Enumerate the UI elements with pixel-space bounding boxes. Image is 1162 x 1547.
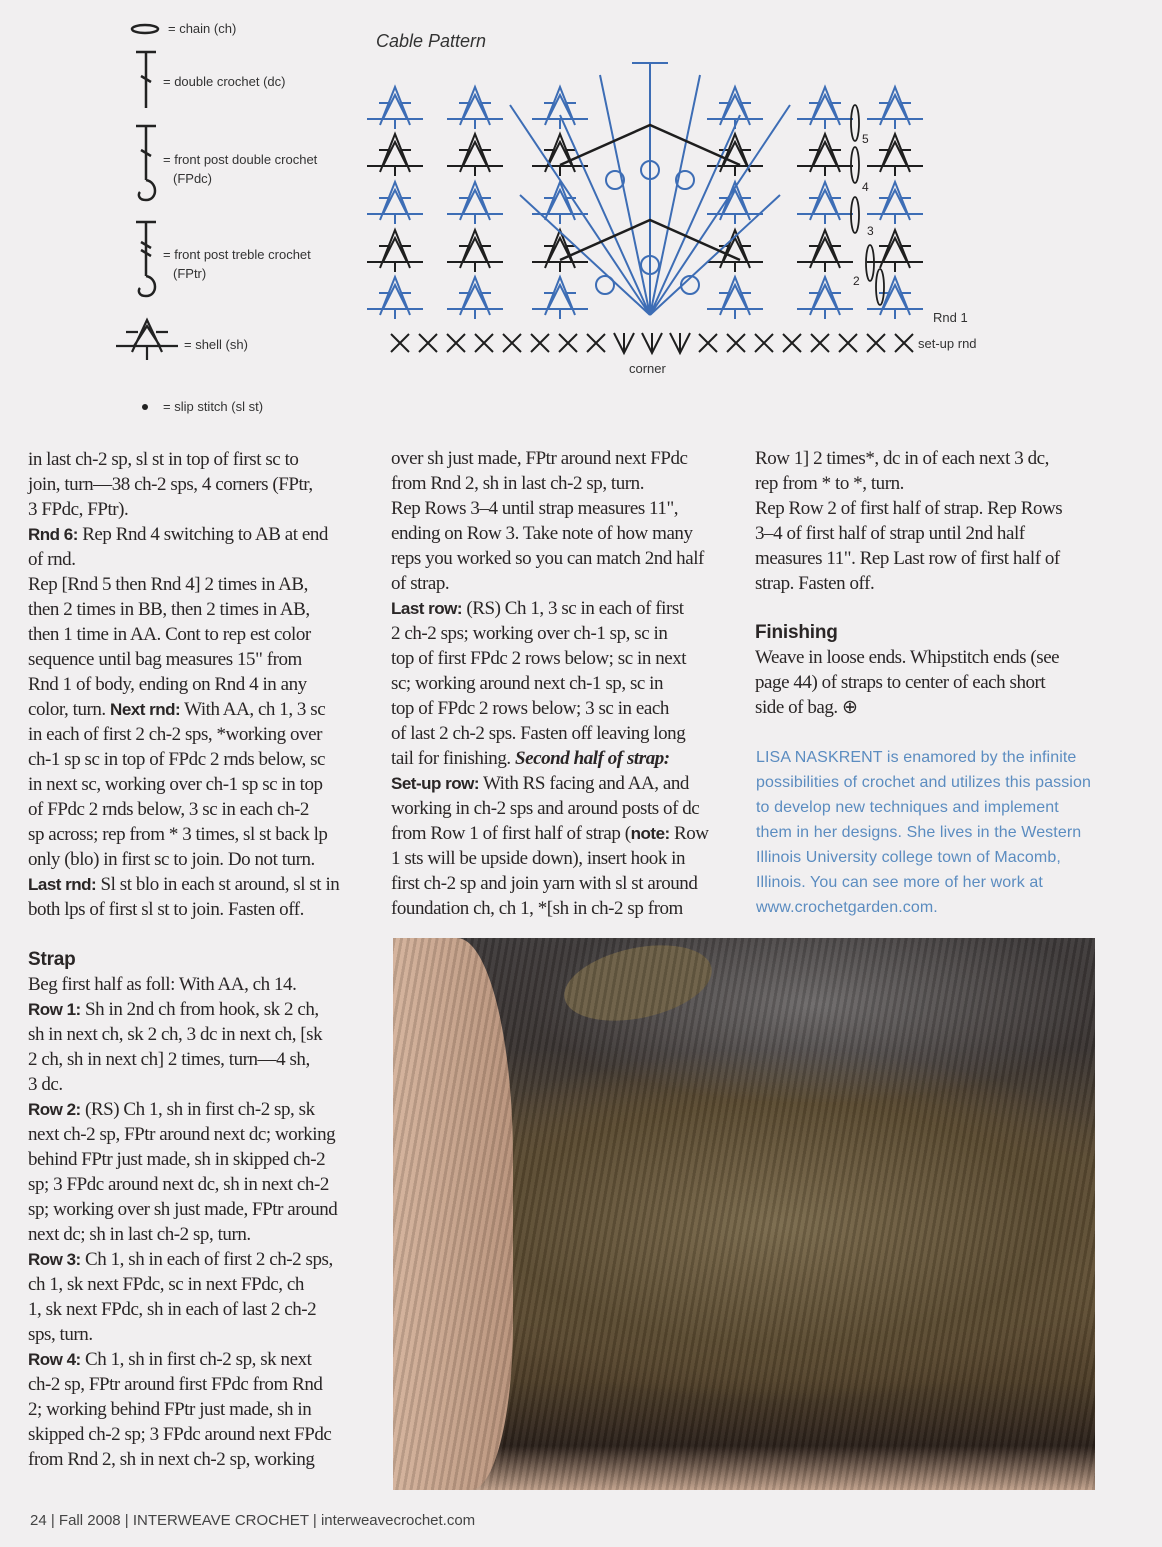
designer-bio xyxy=(756,745,1091,920)
double-crochet-icon xyxy=(132,50,160,110)
text-segment: measures 11". Rep Last row of first half of xyxy=(755,548,1060,569)
legend-fpdc xyxy=(163,150,317,188)
shell-stitch xyxy=(532,182,588,224)
shell-stitch xyxy=(707,277,763,319)
text-segment: in last ch-2 sp, sl st in top of first sc to xyxy=(28,449,299,470)
text-line xyxy=(391,746,709,771)
post-hook xyxy=(596,276,614,294)
text-segment: sps, turn. xyxy=(28,1324,93,1345)
text-segment: join, turn—38 ch-2 sps, 4 corners (FPtr, xyxy=(28,474,313,495)
text-line xyxy=(28,1047,337,1072)
single-crochet-x xyxy=(475,334,493,352)
shell-stitch xyxy=(447,134,503,176)
front-post-double-crochet-icon xyxy=(132,124,160,204)
text-segment: top of FPdc 2 rows below; 3 sc in each xyxy=(391,698,669,719)
text-line xyxy=(28,1272,337,1297)
bold-label: Last rnd: xyxy=(28,875,97,894)
text-segment: Rep [Rnd 5 then Rnd 4] 2 times in AB, xyxy=(28,574,308,595)
text-segment: 2; working behind FPtr just made, sh in xyxy=(28,1399,312,1420)
bio-line: Illinois. You can see more of her work at xyxy=(756,874,1043,891)
text-segment: Sh in 2nd ch from hook, sk 2 ch, xyxy=(80,999,319,1020)
text-line xyxy=(391,796,709,821)
text-segment: only (blo) in first sc to join. Do not turn. xyxy=(28,849,315,870)
bold-label: Set-up row: xyxy=(391,774,479,793)
row-number-5: 5 xyxy=(862,132,869,146)
text-segment: Row 1] 2 times*, dc in of each next 3 dc, xyxy=(755,448,1049,469)
text-segment: of FPdc 2 rnds below, 3 sc in each ch-2 xyxy=(28,799,309,820)
shell-stitch xyxy=(447,87,503,129)
text-line xyxy=(28,1322,337,1347)
shell-stitch xyxy=(797,277,853,319)
text-line xyxy=(28,547,339,572)
text-segment: strap. Fasten off. xyxy=(755,573,875,594)
text-line xyxy=(28,447,339,472)
italic-label: Second half of strap: xyxy=(514,748,670,769)
text-line xyxy=(755,546,1062,571)
bold-label: Last row: xyxy=(391,599,463,618)
text-line xyxy=(391,546,709,571)
column-3-finishing xyxy=(755,645,1059,720)
text-line xyxy=(391,821,709,846)
text-segment: foundation ch, ch 1, *[sh in ch-2 sp from xyxy=(391,898,683,919)
text-segment: over sh just made, FPtr around next FPdc xyxy=(391,448,688,469)
shell-stitch xyxy=(867,87,923,129)
text-segment: side of bag. ⊕ xyxy=(755,697,858,718)
text-line xyxy=(28,722,339,747)
shell-icon xyxy=(114,316,180,362)
bio-line: Illinois University college town of Macomb, xyxy=(756,849,1061,866)
text-segment: of strap. xyxy=(391,573,450,594)
text-segment: tail for finishing. xyxy=(391,748,515,769)
chain-loop xyxy=(851,105,859,141)
text-segment: Beg first half as foll: With AA, ch 14. xyxy=(28,974,297,995)
text-segment: Rep Row 2 of first half of strap. Rep Rows xyxy=(755,498,1063,519)
shell-stitch xyxy=(532,277,588,319)
text-line xyxy=(28,797,339,822)
text-segment: from Rnd 2, sh in next ch-2 sp, working xyxy=(28,1449,315,1470)
text-line xyxy=(28,1022,337,1047)
shell-stitch xyxy=(867,230,923,272)
legend-fpdc-abbr: (FPdc) xyxy=(173,171,212,186)
single-crochet-x xyxy=(839,334,857,352)
text-segment: Rep Rows 3–4 until strap measures 11", xyxy=(391,498,679,519)
text-line xyxy=(755,670,1059,695)
text-line xyxy=(391,846,709,871)
text-segment: from Rnd 2, sh in last ch-2 sp, turn. xyxy=(391,473,645,494)
corner-stitch xyxy=(614,333,634,353)
text-line xyxy=(28,697,339,722)
bold-label: Next rnd: xyxy=(110,700,181,719)
text-line xyxy=(391,896,709,921)
corner-stitch xyxy=(642,333,662,353)
text-segment: Rnd 1 of body, ending on Rnd 4 in any xyxy=(28,674,307,695)
single-crochet-x xyxy=(559,334,577,352)
text-segment: ch-2 sp, FPtr around first FPdc from Rnd xyxy=(28,1374,323,1395)
text-line xyxy=(28,1197,337,1222)
text-line xyxy=(755,521,1062,546)
text-segment: Rep Rnd 4 switching to AB at end xyxy=(77,524,328,545)
column-1-strap xyxy=(28,972,337,1472)
shell-stitch xyxy=(867,134,923,176)
text-line xyxy=(28,672,339,697)
shell-stitch xyxy=(797,230,853,272)
text-segment: sequence until bag measures 15" from xyxy=(28,649,302,670)
text-line xyxy=(28,497,339,522)
diagram-title: Cable Pattern xyxy=(376,31,487,51)
text-segment: top of first FPdc 2 rows below; sc in next xyxy=(391,648,687,669)
single-crochet-x xyxy=(727,334,745,352)
text-line xyxy=(28,997,337,1022)
stitch-chart xyxy=(360,55,940,365)
text-line xyxy=(391,771,709,796)
text-line xyxy=(755,571,1062,596)
text-segment: rep from * to *, turn. xyxy=(755,473,904,494)
text-line xyxy=(28,1097,337,1122)
text-segment: 1 sts will be upside down), insert hook in xyxy=(391,848,686,869)
text-line xyxy=(755,471,1062,496)
text-line xyxy=(28,1247,337,1272)
text-segment: Weave in loose ends. Whipstitch ends (see xyxy=(755,647,1060,668)
setup-rnd-label: set-up rnd xyxy=(918,336,977,351)
text-segment: color, turn. xyxy=(28,699,111,720)
text-line xyxy=(28,522,339,547)
bio-line: www.crochetgarden.com. xyxy=(756,899,938,916)
text-line xyxy=(28,1397,337,1422)
bold-label: Row 4: xyxy=(28,1350,81,1369)
shell-stitch xyxy=(867,182,923,224)
text-segment: Ch 1, sh in each of first 2 ch-2 sps, xyxy=(80,1249,333,1270)
text-line xyxy=(28,822,339,847)
text-segment: working in ch-2 sps and around posts of dc xyxy=(391,798,700,819)
text-line xyxy=(391,446,709,471)
legend-slip-stitch: = slip stitch (sl st) xyxy=(163,399,264,414)
single-crochet-x xyxy=(531,334,549,352)
chain-icon xyxy=(128,22,162,36)
text-segment: Ch 1, sh in first ch-2 sp, sk next xyxy=(80,1349,312,1370)
row-number-2: 2 xyxy=(853,274,860,288)
legend-fptr-abbr: (FPtr) xyxy=(173,266,207,281)
text-segment: With AA, ch 1, 3 sc xyxy=(180,699,326,720)
single-crochet-x xyxy=(867,334,885,352)
text-line xyxy=(28,622,339,647)
row-number-4: 4 xyxy=(862,180,869,194)
legend-fptr-label: = front post treble crochet xyxy=(163,247,311,262)
corner-label: corner xyxy=(629,361,666,376)
text-line xyxy=(391,696,709,721)
text-line xyxy=(28,1297,337,1322)
bold-label: note: xyxy=(630,824,670,843)
text-segment: skipped ch-2 sp; 3 FPdc around next FPdc xyxy=(28,1424,332,1445)
text-segment: from Row 1 of first half of strap ( xyxy=(391,823,631,844)
slip-stitch-icon xyxy=(140,402,150,412)
legend-shell: = shell (sh) xyxy=(184,337,248,352)
shell-stitch xyxy=(797,182,853,224)
text-segment: then 2 times in BB, then 2 times in AB, xyxy=(28,599,310,620)
text-segment: With RS facing and AA, and xyxy=(479,773,689,794)
text-segment: 1, sk next FPdc, sh in each of last 2 ch-2 xyxy=(28,1299,317,1320)
single-crochet-x xyxy=(895,334,913,352)
text-segment: sp; 3 FPdc around next dc, sh in next ch-2 xyxy=(28,1174,329,1195)
text-line xyxy=(391,496,709,521)
text-segment: sc; working around next ch-1 sp, sc in xyxy=(391,673,664,694)
text-segment: Row xyxy=(669,823,709,844)
text-line xyxy=(28,572,339,597)
text-line xyxy=(28,972,337,997)
text-line xyxy=(28,1372,337,1397)
text-segment: sp across; rep from * 3 times, sl st back lp xyxy=(28,824,328,845)
text-segment: of last 2 ch-2 sps. Fasten off leaving long xyxy=(391,723,686,744)
text-line xyxy=(28,647,339,672)
bold-label: Row 2: xyxy=(28,1100,81,1119)
legend-dc: = double crochet (dc) xyxy=(163,74,286,89)
text-segment: next ch-2 sp, FPtr around next dc; working xyxy=(28,1124,336,1145)
shell-stitch xyxy=(447,230,503,272)
text-line xyxy=(28,472,339,497)
single-crochet-x xyxy=(699,334,717,352)
text-segment: (RS) Ch 1, 3 sc in each of first xyxy=(462,598,684,619)
text-line xyxy=(391,621,709,646)
text-line xyxy=(28,1147,337,1172)
bio-line: to develop new techniques and implement xyxy=(756,799,1059,816)
shell-stitch xyxy=(367,87,423,129)
text-segment: in each of first 2 ch-2 sps, *working over xyxy=(28,724,322,745)
text-segment: then 1 time in AA. Cont to rep est color xyxy=(28,624,311,645)
legend-fptr xyxy=(163,245,311,283)
text-line xyxy=(755,695,1059,720)
text-segment: behind FPtr just made, sh in skipped ch-2 xyxy=(28,1149,326,1170)
text-line xyxy=(28,597,339,622)
text-segment: 3 dc. xyxy=(28,1074,63,1095)
text-segment: in next sc, working over ch-1 sp sc in top xyxy=(28,774,323,795)
text-segment: Sl st blo in each st around, sl st in xyxy=(96,874,340,895)
cable-fpdc-lines xyxy=(510,63,790,315)
text-line xyxy=(391,471,709,496)
text-line xyxy=(755,446,1062,471)
text-line xyxy=(755,645,1059,670)
bio-line: LISA NASKRENT is enamored by the infinite xyxy=(756,749,1077,766)
single-crochet-x xyxy=(419,334,437,352)
shell-stitch xyxy=(447,182,503,224)
chain-loop xyxy=(876,269,884,305)
bold-label: Row 1: xyxy=(28,1000,81,1019)
text-segment: first ch-2 sp and join yarn with sl st around xyxy=(391,873,698,894)
text-line xyxy=(28,872,339,897)
page-footer: 24 | Fall 2008 | INTERWEAVE CROCHET | interweavecrochet.com xyxy=(30,1512,476,1529)
single-crochet-x xyxy=(811,334,829,352)
shell-stitch xyxy=(367,230,423,272)
bag-photo xyxy=(393,938,1095,1490)
shell-stitch xyxy=(367,182,423,224)
text-line xyxy=(391,721,709,746)
shell-stitch xyxy=(447,277,503,319)
shell-stitch xyxy=(367,134,423,176)
text-line xyxy=(28,847,339,872)
bold-label: Rnd 6: xyxy=(28,525,78,544)
text-line xyxy=(28,747,339,772)
text-line xyxy=(28,1347,337,1372)
bold-label: Row 3: xyxy=(28,1250,81,1269)
corner-stitch xyxy=(670,333,690,353)
shell-stitch xyxy=(532,87,588,129)
text-line xyxy=(28,1422,337,1447)
text-line xyxy=(28,1447,337,1472)
text-line xyxy=(755,496,1062,521)
finishing-heading: Finishing xyxy=(755,622,838,643)
row-number-3: 3 xyxy=(867,224,874,238)
text-line xyxy=(391,871,709,896)
text-segment: reps you worked so you can match 2nd half xyxy=(391,548,704,569)
column-1-top xyxy=(28,447,339,922)
text-segment: ch 1, sk next FPdc, sc in next FPdc, ch xyxy=(28,1274,304,1295)
column-2 xyxy=(391,446,709,921)
text-segment: 2 ch-2 sps; working over ch-1 sp, sc in xyxy=(391,623,668,644)
text-segment: both lps of first sl st to join. Fasten off. xyxy=(28,899,304,920)
shell-stitch xyxy=(797,87,853,129)
bio-line: them in her designs. She lives in the Western xyxy=(756,824,1082,841)
text-line xyxy=(28,1222,337,1247)
text-segment: sp; working over sh just made, FPtr around xyxy=(28,1199,338,1220)
shell-stitch xyxy=(797,134,853,176)
knit-texture xyxy=(393,938,1095,1490)
rnd1-label: Rnd 1 xyxy=(933,310,968,325)
text-line xyxy=(28,897,339,922)
text-segment: sh in next ch, sk 2 ch, 3 dc in next ch, [sk xyxy=(28,1024,323,1045)
single-crochet-x xyxy=(587,334,605,352)
text-segment: ending on Row 3. Take note of how many xyxy=(391,523,693,544)
text-segment: 2 ch, sh in next ch] 2 times, turn—4 sh, xyxy=(28,1049,310,1070)
single-crochet-x xyxy=(503,334,521,352)
text-segment: (RS) Ch 1, sh in first ch-2 sp, sk xyxy=(80,1099,315,1120)
single-crochet-x xyxy=(391,334,409,352)
shell-stitch xyxy=(707,87,763,129)
text-line xyxy=(28,772,339,797)
column-3 xyxy=(755,446,1062,596)
single-crochet-x xyxy=(755,334,773,352)
text-segment: next dc; sh in last ch-2 sp, turn. xyxy=(28,1224,251,1245)
text-line xyxy=(391,571,709,596)
text-segment: of rnd. xyxy=(28,549,76,570)
text-segment: 3–4 of first half of strap until 2nd half xyxy=(755,523,1025,544)
text-segment: ch-1 sp sc in top of FPdc 2 rnds below, sc xyxy=(28,749,326,770)
text-line xyxy=(28,1072,337,1097)
strap-heading: Strap xyxy=(28,949,76,970)
text-line xyxy=(28,1122,337,1147)
text-segment: 3 FPdc, FPtr). xyxy=(28,499,129,520)
shell-stitch xyxy=(367,277,423,319)
single-crochet-x xyxy=(447,334,465,352)
text-line xyxy=(391,671,709,696)
text-line xyxy=(391,521,709,546)
text-line xyxy=(28,1172,337,1197)
legend-chain: = chain (ch) xyxy=(168,21,237,36)
text-line xyxy=(391,596,709,621)
text-line xyxy=(391,646,709,671)
bio-line: possibilities of crochet and utilizes this passion xyxy=(756,774,1091,791)
front-post-treble-crochet-icon xyxy=(132,220,160,300)
single-crochet-x xyxy=(783,334,801,352)
legend-fpdc-label: = front post double crochet xyxy=(163,152,318,167)
text-segment: page 44) of straps to center of each short xyxy=(755,672,1046,693)
